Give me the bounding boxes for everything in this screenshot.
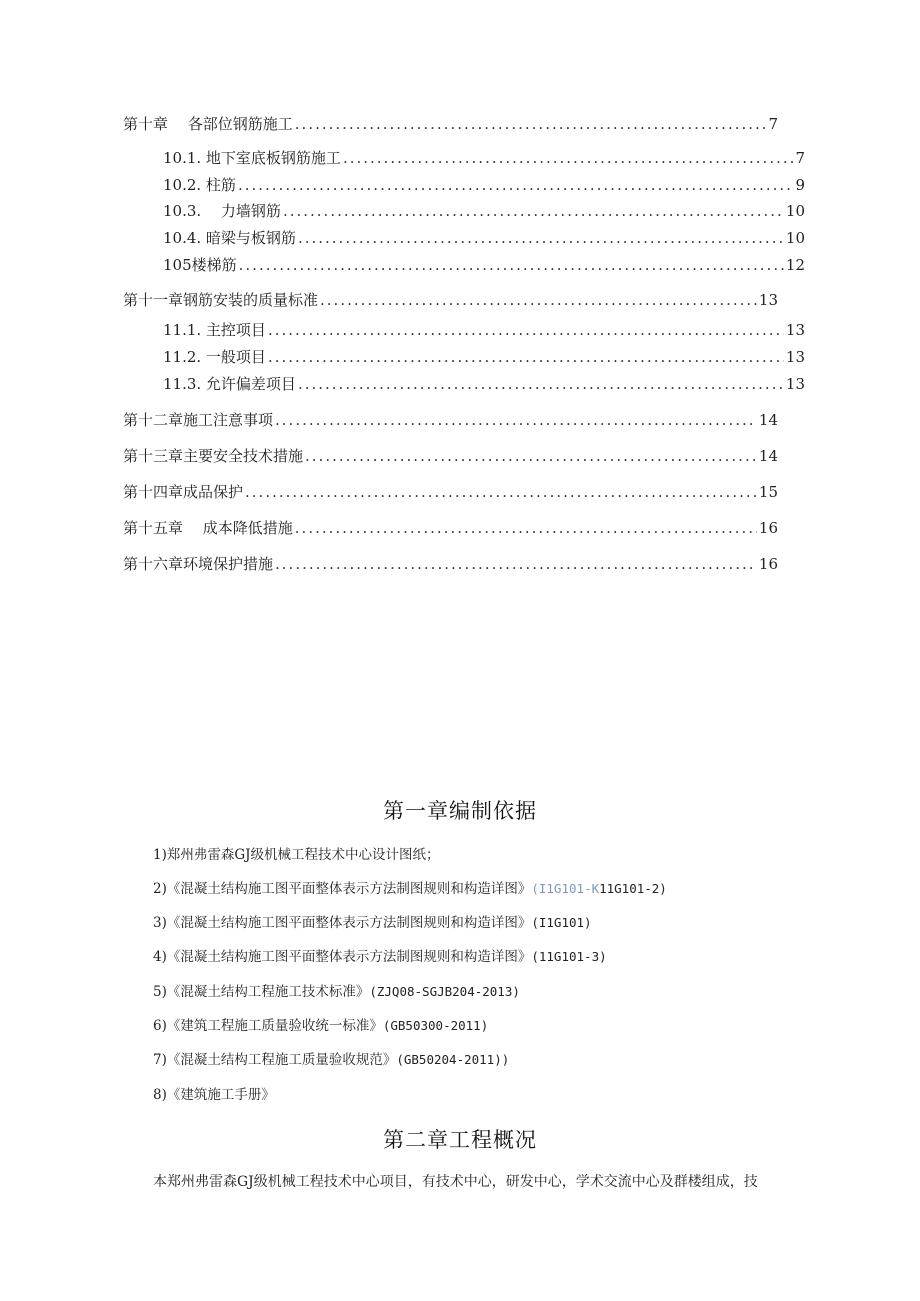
- reference-item: [153, 1085, 275, 1105]
- toc-entry-title: 第十二章施工注意事项: [123, 411, 274, 429]
- toc-leader-dots: [238, 175, 794, 195]
- toc-entry-page: 14: [758, 411, 778, 429]
- toc-leader-dots: [239, 255, 784, 275]
- toc-entry-title: 第十一章钢筋安装的质量标准: [123, 291, 319, 309]
- toc-entry-ch14[interactable]: [123, 482, 778, 502]
- toc-entry-ch15[interactable]: [123, 518, 778, 538]
- toc-entry-10-5[interactable]: [163, 255, 805, 275]
- toc-leader-dots: [343, 148, 794, 168]
- toc-leader-dots: [295, 114, 767, 134]
- reference-item: [153, 913, 592, 933]
- toc-entry-ch12[interactable]: [123, 410, 778, 430]
- chapter-2-title: 第二章工程概况: [383, 1128, 537, 1152]
- toc-entry-ch11[interactable]: [123, 290, 778, 310]
- toc-entry-title: 第十章 各部位钢筋施工: [123, 115, 293, 133]
- toc-entry-page: 14: [758, 447, 778, 465]
- toc-leader-dots: [295, 518, 757, 538]
- toc-entry-11-2[interactable]: [163, 347, 805, 367]
- toc-entry-11-1[interactable]: [163, 320, 805, 340]
- toc-entry-page: 15: [758, 483, 778, 501]
- toc-leader-dots: [305, 446, 757, 466]
- toc-entry-page: 10: [785, 202, 805, 220]
- toc-leader-dots: [298, 228, 784, 248]
- reference-text: 3)《混凝土结构施工图平面整体表示方法制图规则和构造详图》: [153, 915, 532, 931]
- toc-leader-dots: [275, 410, 757, 430]
- toc-entry-ch10[interactable]: [123, 114, 778, 134]
- reference-text: 4)《混凝土结构施工图平面整体表示方法制图规则和构造详图》: [153, 949, 532, 965]
- chapter-1-title: 第一章编制依据: [383, 799, 537, 823]
- toc-entry-title: 10.1. 地下室底板钢筋施工: [163, 149, 341, 167]
- toc-leader-dots: [268, 320, 784, 340]
- reference-code: (GB50204-2011)): [396, 1052, 510, 1067]
- toc-entry-page: 13: [785, 375, 805, 393]
- toc-leader-dots: [320, 290, 757, 310]
- reference-text: 2)《混凝土结构施工图平面整体表示方法制图规则和构造详图》: [153, 881, 532, 897]
- toc-entry-title: 第十四章成品保护: [123, 483, 244, 501]
- toc-leader-dots: [268, 347, 784, 367]
- reference-item: [153, 1050, 509, 1070]
- toc-entry-title: 11.3. 允许偏差项目: [163, 375, 296, 393]
- toc-entry-page: 13: [758, 291, 778, 309]
- toc-entry-title: 105楼梯筋: [163, 256, 237, 274]
- reference-code: (11G101-3): [531, 949, 607, 964]
- reference-code-highlight: (I1G101-K: [531, 881, 600, 896]
- toc-entry-10-4[interactable]: [163, 228, 805, 248]
- reference-text: 7)《混凝土结构工程施工质量验收规范》: [153, 1052, 397, 1068]
- toc-entry-10-2[interactable]: [163, 175, 805, 195]
- toc-leader-dots: [298, 374, 784, 394]
- toc-entry-page: 9: [795, 176, 805, 194]
- reference-code: (I1G101): [531, 915, 592, 930]
- reference-text: 1)郑州弗雷森GJ级机械工程技术中心设计图纸；: [153, 847, 440, 863]
- toc-entry-page: 16: [758, 555, 778, 573]
- toc-entry-11-3[interactable]: [163, 374, 805, 394]
- toc-entry-ch13[interactable]: [123, 446, 778, 466]
- toc-entry-page: 16: [758, 519, 778, 537]
- toc-entry-10-3[interactable]: [163, 201, 805, 221]
- toc-entry-title: 10.3. 力墙钢筋: [163, 202, 281, 220]
- toc-entry-title: 10.4. 暗梁与板钢筋: [163, 229, 296, 247]
- toc-leader-dots: [275, 554, 757, 574]
- toc-entry-title: 11.2. 一般项目: [163, 348, 266, 366]
- toc-entry-title: 第十五章 成本降低措施: [123, 519, 293, 537]
- reference-item: [153, 982, 520, 1002]
- reference-code: 11G101-2): [599, 881, 667, 896]
- toc-entry-title: 第十六章环境保护措施: [123, 555, 274, 573]
- toc-entry-page: 7: [795, 149, 805, 167]
- toc-entry-page: 10: [785, 229, 805, 247]
- toc-leader-dots: [283, 201, 784, 221]
- reference-item: [153, 947, 607, 967]
- toc-entry-page: 12: [785, 256, 805, 274]
- reference-code: (ZJQ08-SGJB204-2013): [369, 984, 520, 999]
- toc-entry-10-1[interactable]: [163, 148, 805, 168]
- reference-text: 5)《混凝土结构工程施工技术标准》: [153, 984, 370, 1000]
- reference-item: [153, 845, 440, 865]
- toc-entry-page: 7: [768, 115, 778, 133]
- reference-item: [153, 879, 667, 899]
- reference-text: 6)《建筑工程施工质量验收统一标准》: [153, 1018, 383, 1034]
- toc-entry-title: 11.1. 主控项目: [163, 321, 266, 339]
- chapter-2-paragraph: 本郑州弗雷森GJ级机械工程技术中心项目，有技术中心，研发中心，学术交流中心及群楼组成，技: [153, 1174, 758, 1190]
- toc-entry-ch16[interactable]: [123, 554, 778, 574]
- toc-entry-title: 10.2. 柱筋: [163, 176, 236, 194]
- toc-leader-dots: [245, 482, 757, 502]
- reference-text: 8)《建筑施工手册》: [153, 1087, 275, 1103]
- reference-item: [153, 1016, 488, 1036]
- reference-code: (GB50300-2011): [382, 1018, 489, 1033]
- toc-entry-page: 13: [785, 348, 805, 366]
- toc-entry-title: 第十三章主要安全技术措施: [123, 447, 304, 465]
- toc-entry-page: 13: [785, 321, 805, 339]
